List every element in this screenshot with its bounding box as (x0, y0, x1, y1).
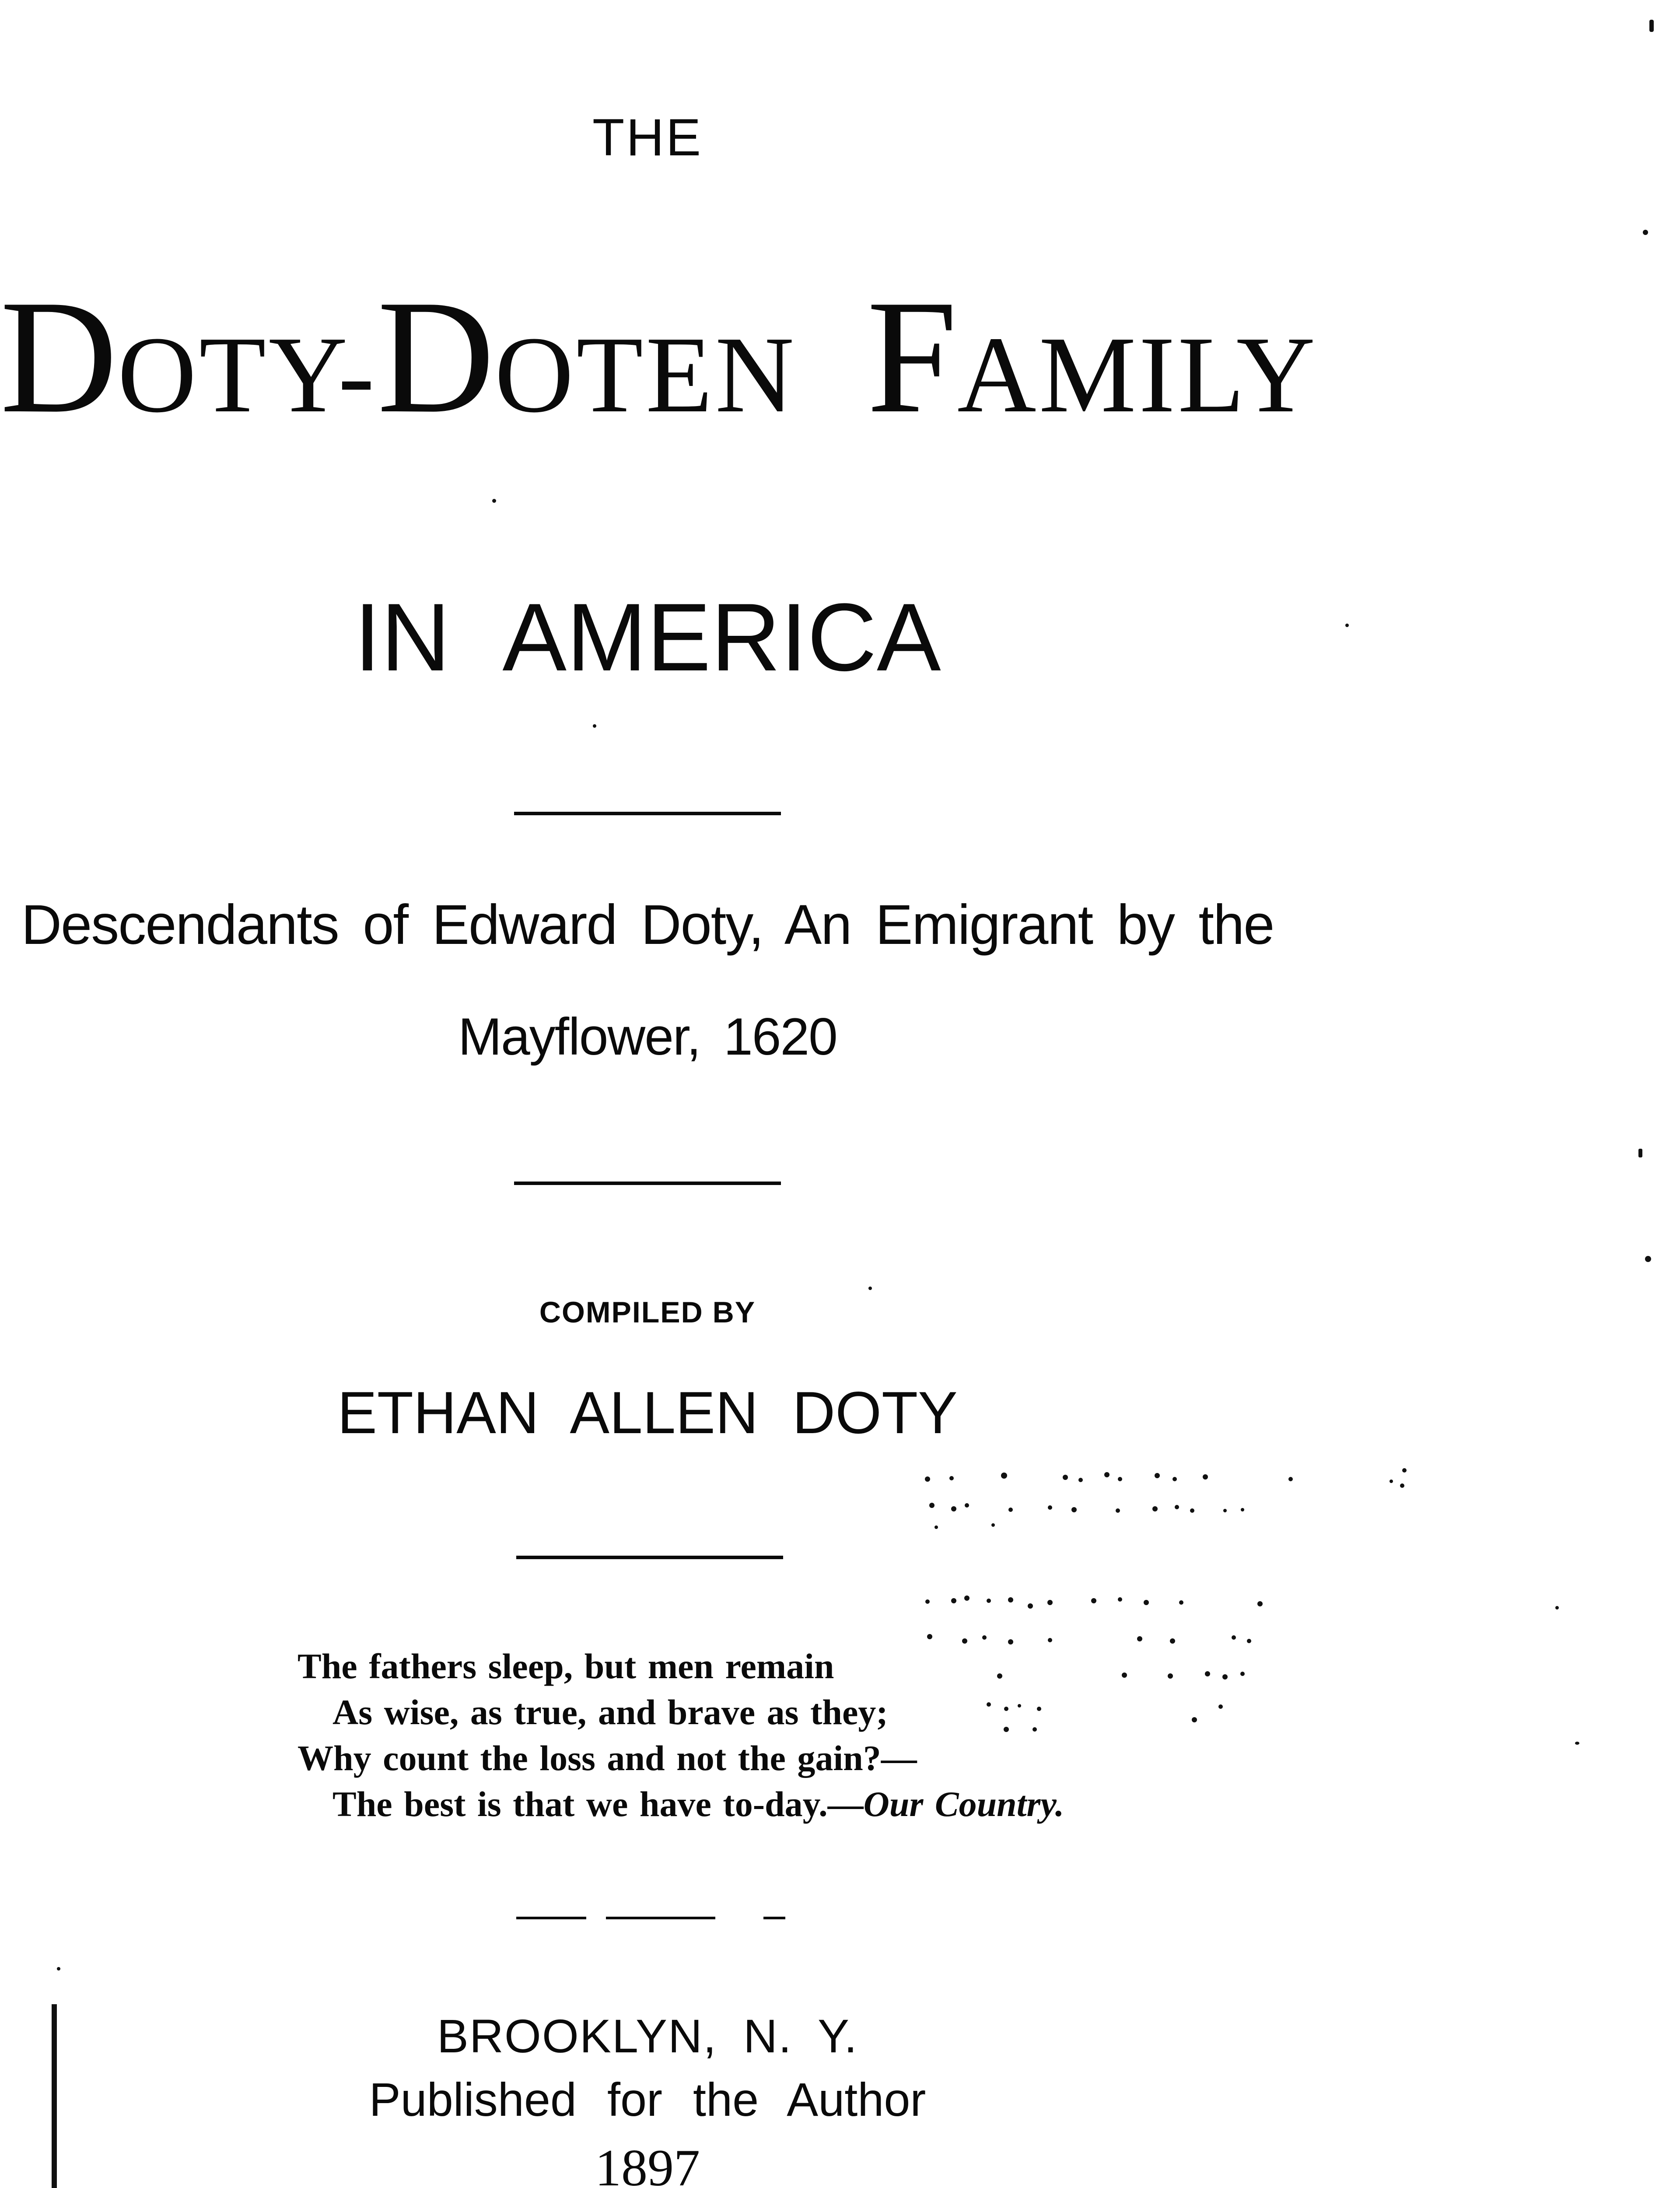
subtitle-line-2: Mayflower, 1620 (458, 1007, 837, 1066)
book-title (0, 267, 1318, 447)
title-word1-rest: OTY- (117, 314, 377, 435)
scan-speck (593, 724, 596, 728)
title-word1-initial: D (0, 267, 118, 447)
divider-rule (514, 1182, 781, 1185)
scan-speck (1345, 624, 1349, 627)
epigraph-source: Our Country. (863, 1784, 1064, 1824)
scan-speck (1643, 230, 1648, 235)
scan-speck (1645, 1256, 1651, 1262)
epigraph-line: The best is that we have to-day.— (332, 1784, 864, 1824)
compiled-by-label: COMPILED BY (539, 1296, 756, 1329)
scan-speck (57, 1967, 60, 1971)
scan-speckle-cluster (919, 1462, 1418, 1768)
imprint-publisher: Published for the Author (369, 2073, 926, 2126)
epigraph-line: Why count the loss and not the gain?— (298, 1738, 917, 1778)
epigraph-line-last (298, 1781, 1064, 1827)
dashed-divider-segment (516, 1917, 586, 1919)
pre-title: THE (592, 108, 703, 167)
subtitle-line-1: Descendants of Edward Doty, An Emigrant by the (21, 894, 1274, 956)
title-word3-rest: AMILY (957, 314, 1318, 435)
epigraph-line: The fathers sleep, but men remain (298, 1646, 834, 1686)
dashed-divider-segment (606, 1917, 715, 1919)
scan-speck (1638, 1149, 1642, 1157)
scan-speck (1575, 1742, 1579, 1745)
divider-rule (514, 812, 781, 815)
scan-speck (1649, 20, 1654, 32)
divider-rule (516, 1556, 783, 1559)
scan-speck (1555, 1606, 1559, 1609)
dashed-divider-segment (763, 1917, 785, 1919)
title-word3-initial: F (867, 267, 958, 447)
imprint-year: 1897 (595, 2139, 700, 2188)
title-word2-initial: D (377, 267, 495, 447)
imprint-city: BROOKLYN, N. Y. (437, 2009, 858, 2062)
epigraph-line: As wise, as true, and brave as they; (332, 1692, 888, 1732)
location-title: IN AMERICA (354, 583, 941, 691)
author-name: ETHAN ALLEN DOTY (337, 1379, 958, 1446)
margin-scan-line (52, 2004, 57, 2188)
scan-speck (492, 499, 496, 503)
scan-speck (868, 1287, 872, 1290)
title-word2-rest: OTEN (494, 314, 797, 435)
